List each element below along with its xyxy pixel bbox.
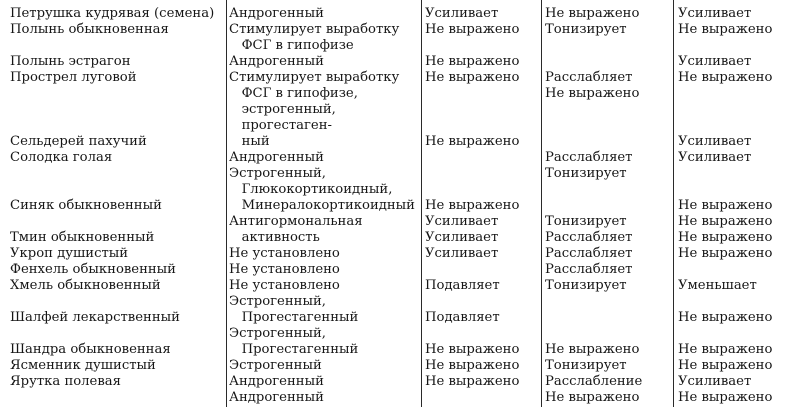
uterus-effect [545, 358, 627, 374]
cell-line: ФСГ в гипофизе [229, 38, 354, 53]
cell-line: Не установлено [229, 278, 340, 293]
cell-line: Не выражено [425, 70, 520, 85]
cell-line: Не выражено [545, 390, 640, 405]
cell-line: Расслабляет [545, 70, 633, 85]
cell-line: Расслабляет [545, 246, 633, 261]
cell-line: Усиливает [678, 134, 752, 149]
cell-line: Расслабляет [545, 150, 633, 165]
hormonal-effect [229, 358, 322, 374]
cell-line: Не выражено [425, 358, 520, 373]
cell-line: Не выражено [545, 342, 640, 357]
plant-name [10, 278, 161, 294]
lactation-effect [678, 342, 772, 358]
plant-name [10, 246, 128, 262]
cell-line: ный [229, 134, 270, 149]
cell-line: Прострел луговой [10, 70, 137, 85]
hormonal-effect [229, 374, 324, 406]
uterus-effect [545, 150, 632, 182]
hormonal-effect [229, 278, 340, 310]
cell-line: Тмин обыкновенный [10, 230, 155, 245]
uterus-effect [545, 374, 642, 406]
uterus-effect [545, 22, 627, 38]
cell-line: активность [229, 230, 320, 245]
lactation-effect [678, 310, 772, 326]
cell-line: Шалфей лекарственный [10, 310, 180, 325]
estrous-effect [425, 246, 498, 262]
estrous-effect [425, 54, 519, 70]
cell-line: Солодка голая [10, 150, 113, 165]
plant-name [10, 198, 162, 214]
uterus-effect [545, 214, 627, 230]
cell-line: Эстрогенный [229, 358, 322, 373]
lactation-effect [678, 246, 772, 262]
cell-line: Расслабление [545, 374, 643, 389]
cell-line: Ясменник душистый [10, 358, 156, 373]
hormonal-effect [229, 310, 358, 342]
cell-line: Не выражено [678, 22, 773, 37]
cell-line: Хмель обыкновенный [10, 278, 161, 293]
estrous-effect [425, 198, 519, 214]
hormonal-effect [229, 70, 399, 150]
estrous-effect [425, 214, 498, 230]
cell-line: Антигормональная [229, 214, 363, 229]
cell-line: Не выражено [425, 374, 520, 389]
column-divider [421, 0, 422, 407]
lactation-effect [678, 22, 772, 38]
cell-line: Усиливает [425, 214, 499, 229]
cell-line: Не выражено [678, 198, 773, 213]
cell-line: Не выражено [425, 342, 520, 357]
estrous-effect [425, 230, 498, 246]
cell-line: Не выражено [425, 54, 520, 69]
cell-line: Не установлено [229, 262, 340, 277]
estrous-effect [425, 358, 519, 374]
cell-line: Не выражено [425, 198, 520, 213]
cell-line: Полынь эстрагон [10, 54, 131, 69]
plant-name [10, 54, 130, 70]
plant-name [10, 230, 154, 246]
estrous-effect [425, 134, 519, 150]
cell-line: Не выражено [545, 86, 640, 101]
cell-line: Не выражено [678, 230, 773, 245]
plant-name [10, 262, 176, 278]
cell-line: Эстрогенный, [229, 294, 326, 309]
cell-line: Усиливает [678, 150, 752, 165]
cell-line: Андрогенный [229, 6, 324, 21]
lactation-effect [678, 358, 772, 374]
cell-line: Укроп душистый [10, 246, 129, 261]
cell-line: Подавляет [425, 310, 500, 325]
plant-name [10, 150, 112, 166]
cell-line: Прогестагенный [229, 310, 359, 325]
lactation-effect [678, 198, 772, 214]
uterus-effect [545, 278, 627, 294]
hormonal-effect [229, 150, 415, 214]
cell-line: Не установлено [229, 246, 340, 261]
cell-line: Расслабляет [545, 262, 633, 277]
estrous-effect [425, 6, 498, 22]
hormonal-effect [229, 6, 324, 22]
cell-line: Сельдерей пахучий [10, 134, 147, 149]
plant-name [10, 70, 137, 86]
cell-line: Шандра обыкновенная [10, 342, 171, 357]
cell-line: Подавляет [425, 278, 500, 293]
column-divider [226, 0, 227, 407]
lactation-effect [678, 70, 772, 86]
column-divider [673, 0, 674, 407]
cell-line: Стимулирует выработку [229, 22, 400, 37]
cell-line: Андрогенный [229, 390, 324, 405]
cell-line: Ярутка полевая [10, 374, 121, 389]
cell-line: Тонизирует [545, 358, 627, 373]
lactation-effect [678, 6, 751, 22]
cell-line: Расслабляет [545, 230, 633, 245]
lactation-effect [678, 54, 751, 70]
cell-line: Андрогенный [229, 54, 324, 69]
cell-line: Не выражено [678, 246, 773, 261]
cell-line: Не выражено [678, 390, 773, 405]
cell-line: Не выражено [425, 22, 520, 37]
plant-name [10, 342, 171, 358]
cell-line: Не выражено [678, 214, 773, 229]
plant-name [10, 358, 156, 374]
cell-line: ФСГ в гипофизе, [229, 86, 358, 101]
estrous-effect [425, 310, 500, 326]
cell-line: Петрушка кудрявая (семена) [10, 6, 215, 21]
cell-line: Не выражено [678, 342, 773, 357]
lactation-effect [678, 230, 772, 246]
cell-line: эстрогенный, [229, 102, 336, 117]
cell-line: Не выражено [545, 6, 640, 21]
cell-line: Уменьшает [678, 278, 757, 293]
uterus-effect [545, 6, 639, 22]
cell-line: Синяк обыкновенный [10, 198, 162, 213]
plant-name [10, 6, 214, 22]
hormonal-effect [229, 214, 363, 246]
cell-line: Стимулирует выработку [229, 70, 400, 85]
cell-line: Тонизирует [545, 22, 627, 37]
hormonal-effect [229, 22, 399, 54]
cell-line: Фенхель обыкновенный [10, 262, 176, 277]
cell-line: Прогестагенный [229, 342, 359, 357]
cell-line: Усиливает [678, 54, 752, 69]
cell-line: Усиливает [678, 374, 752, 389]
plant-name [10, 22, 169, 38]
hormonal-effect [229, 342, 358, 358]
uterus-effect [545, 342, 639, 358]
cell-line: Усиливает [425, 6, 499, 21]
cell-line: Не выражено [678, 70, 773, 85]
cell-line: Андрогенный [229, 150, 324, 165]
cell-line: Усиливает [678, 6, 752, 21]
cell-line: Полынь обыкновенная [10, 22, 169, 37]
cell-line: Минералокортикоидный [229, 198, 415, 213]
uterus-effect [545, 230, 632, 246]
estrous-effect [425, 70, 519, 86]
lactation-effect [678, 134, 751, 150]
uterus-effect [545, 70, 639, 102]
estrous-effect [425, 22, 519, 38]
cell-line: Глюкокортикоидный, [229, 182, 393, 197]
cell-line: Усиливает [425, 246, 499, 261]
hormonal-effect [229, 246, 340, 262]
uterus-effect [545, 246, 632, 262]
cell-line: Не выражено [678, 310, 773, 325]
plant-name [10, 134, 147, 150]
lactation-effect [678, 150, 751, 166]
uterus-effect [545, 262, 632, 278]
estrous-effect [425, 342, 519, 358]
estrous-effect [425, 374, 519, 390]
lactation-effect [678, 278, 757, 294]
cell-line: Усиливает [425, 230, 499, 245]
column-divider [541, 0, 542, 407]
cell-line: Тонизирует [545, 214, 627, 229]
cell-line: прогестаген- [229, 118, 332, 133]
hormonal-effect [229, 54, 324, 70]
lactation-effect [678, 374, 772, 406]
cell-line: Андрогенный [229, 374, 324, 389]
cell-line: Эстрогенный, [229, 326, 326, 341]
cell-line: Не выражено [678, 358, 773, 373]
lactation-effect [678, 214, 772, 230]
hormonal-effect [229, 262, 340, 278]
cell-line: Эстрогенный, [229, 166, 326, 181]
estrous-effect [425, 278, 500, 294]
cell-line: Тонизирует [545, 166, 627, 181]
plant-name [10, 310, 180, 326]
cell-line: Не выражено [425, 134, 520, 149]
cell-line: Тонизирует [545, 278, 627, 293]
plant-name [10, 374, 121, 390]
